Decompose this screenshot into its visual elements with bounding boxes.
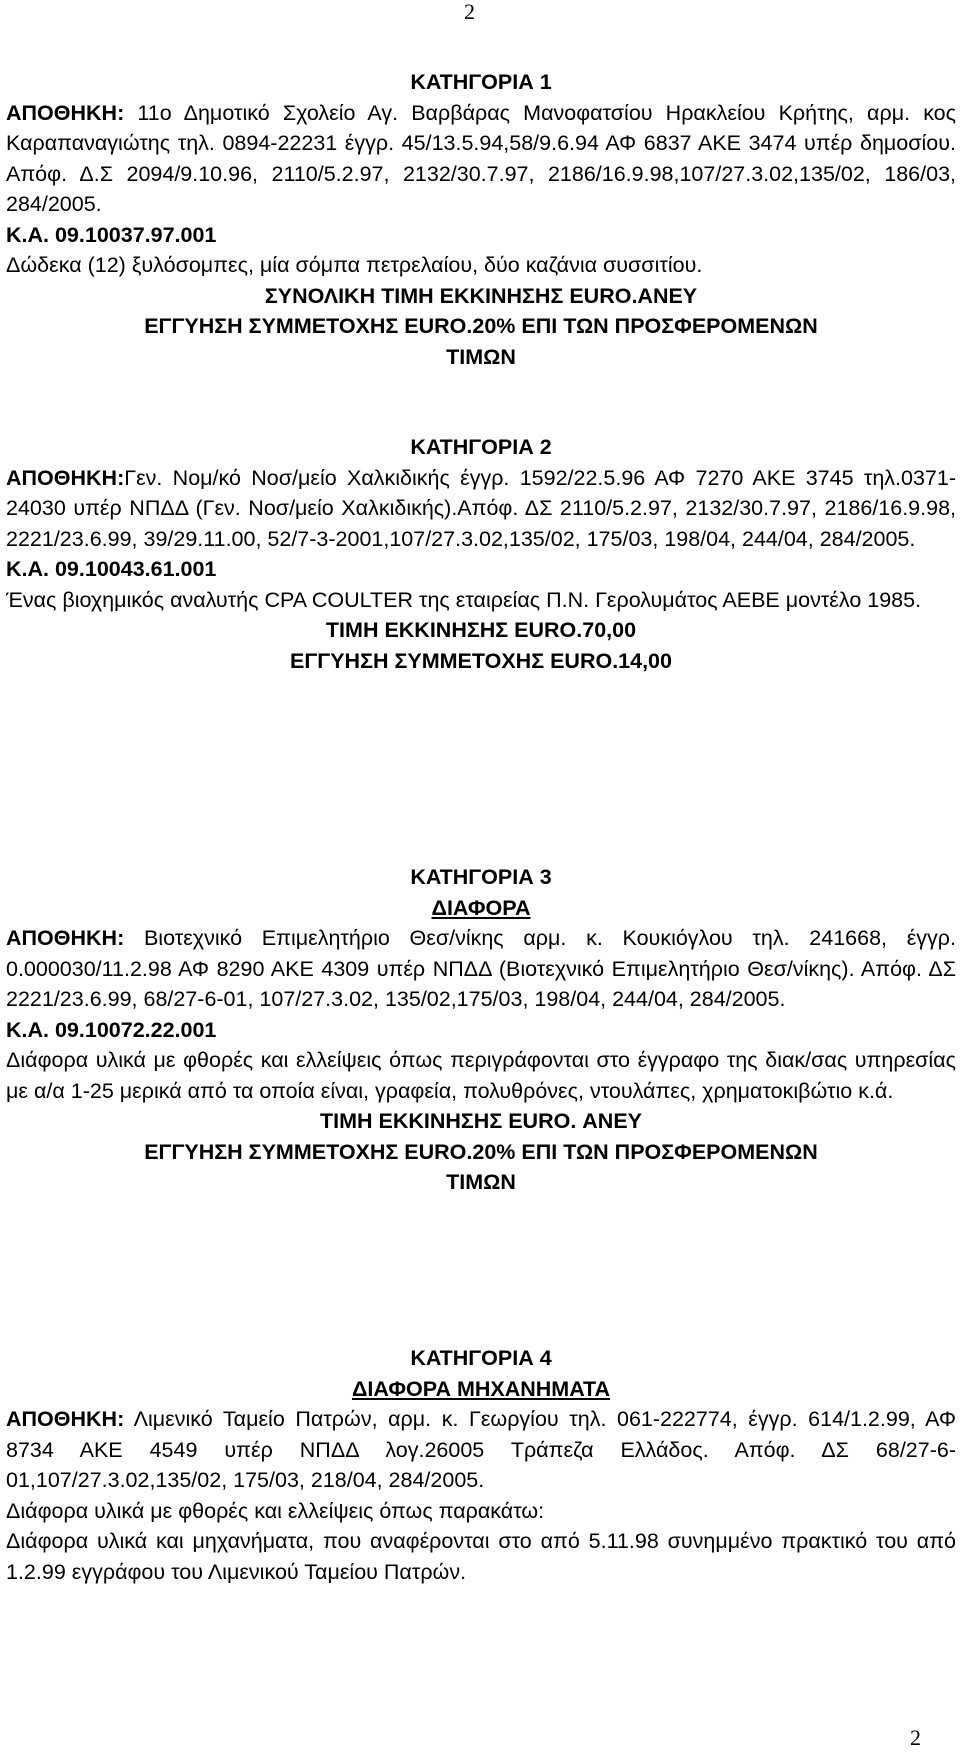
category-1-guarantee: ΕΓΓΥΗΣΗ ΣΥΜΜΕΤΟΧΗΣ EURO.20% ΕΠΙ ΤΩΝ ΠΡΟΣΦΕΡΟΜΕΝΩΝ: [144, 314, 818, 338]
category-1-description: Δώδεκα (12) ξυλόσομπες, μία σόμπα πετρελαίου, δύο καζάνια συσσιτίου.: [6, 253, 703, 277]
category-3-storage: [6, 923, 956, 1015]
category-4-storage: [6, 1404, 956, 1496]
category-1-storage-text: 11ο Δημοτικό Σχολείο Αγ. Βαρβάρας Μανοφατσίου Ηρακλείου Κρήτης, αρμ. κος Καραπαναγιώτης τηλ. 0894-22231 έγγρ. 45/13.5.94,58/9.6.94 ΑΦ 6837 ΑΚΕ 3474 υπέρ δημοσίου. Απόφ. Δ.Σ 2094/9.10.96, 2110/5.2.97, 2132/30.7.97, 2186/16.9.98,107/27.3.02,135/02, 186/03, 284/2005.: [6, 100, 956, 216]
category-4-storage-text: Λιμενικό Ταμείο Πατρών, αρμ. κ. Γεωργίου τηλ. 061-222774, έγγρ. 614/1.2.99, ΑΦ 8734 ΑΚΕ 4549 υπέρ ΝΠΔΔ λογ.26005 Τράπεζα Ελλάδος. Απόφ. ΔΣ 68/27-6-01,107/27.3.02,135/02, 175/03, 218/04, 284/2005.: [6, 1407, 956, 1492]
category-4-storage-label: ΑΠΟΘΗΚΗ:: [6, 1407, 125, 1431]
category-3-section: [6, 862, 956, 1198]
category-3-price: ΤΙΜΗ ΕΚΚΙΝΗΣΗΣ EURO. ΑΝΕΥ: [319, 1109, 643, 1133]
category-2-ka: Κ.Α. 09.10043.61.001: [6, 557, 217, 581]
category-3-subheading: ΔΙΑΦΟΡΑ: [431, 895, 531, 920]
category-3-storage-label: ΑΠΟΘΗΚΗ:: [6, 926, 125, 950]
category-1-storage-label: ΑΠΟΘΗΚΗ:: [6, 100, 125, 125]
category-1-storage: [6, 98, 956, 220]
category-2-storage-label: ΑΠΟΘΗΚΗ:: [6, 465, 125, 490]
category-3-guarantee: ΕΓΓΥΗΣΗ ΣΥΜΜΕΤΟΧΗΣ EURO.20% ΕΠΙ ΤΩΝ ΠΡΟΣΦΕΡΟΜΕΝΩΝ: [144, 1139, 818, 1164]
category-3-guarantee-cont: ΤΙΜΩΝ: [446, 1170, 516, 1194]
category-3-storage-text: Βιοτεχνικό Επιμελητήριο Θεσ/νίκης αρμ. κ. Κουκιόγλου τηλ. 241668, έγγρ. 0.000030/11.2.98 ΑΦ 8290 ΑΚΕ 4309 υπέρ ΝΠΔΔ (Βιοτεχνικό Επιμελητήριο Θεσ/νίκης). Απόφ. ΔΣ 2221/23.6.99, 68/27-6-01, 107/27.3.02, 135/02,175/03, 198/04, 244/04, 284/2005.: [6, 926, 956, 1011]
category-3-ka: Κ.Α. 09.10072.22.001: [6, 1017, 217, 1042]
category-1-price: ΣΥΝΟΛΙΚΗ ΤΙΜΗ ΕΚΚΙΝΗΣΗΣ EURO.ΑΝΕΥ: [264, 283, 698, 308]
category-1-ka: Κ.Α. 09.10037.97.001: [6, 222, 217, 247]
category-4-section: [6, 1343, 956, 1587]
category-2-guarantee: ΕΓΓΥΗΣΗ ΣΥΜΜΕΤΟΧΗΣ EURO.14,00: [290, 648, 672, 673]
category-2-price: ΤΙΜΗ ΕΚΚΙΝΗΣΗΣ EURO.70,00: [325, 618, 637, 642]
category-1-guarantee-cont: ΤΙΜΩΝ: [446, 344, 516, 369]
category-1-section: [6, 67, 956, 372]
category-1-heading: ΚΑΤΗΓΟΡΙΑ 1: [410, 70, 552, 94]
category-2-description: Ένας βιοχημικός αναλυτής CPA COULTER της εταιρείας Π.Ν. Γερολυμάτος ΑΕΒΕ μοντέλο 1985.: [6, 587, 922, 612]
category-2-storage-text: Γεν. Νομ/κό Νοσ/μείο Χαλκιδικής έγγρ. 1592/22.5.96 ΑΦ 7270 ΑΚΕ 3745 τηλ.0371-24030 υπέρ ΝΠΔΔ (Γεν. Νοσ/μείο Χαλκιδικής).Απόφ. ΔΣ 2110/5.2.97, 2132/30.7.97, 2186/16.9.98, 2221/23.6.99, 39/29.11.00, 52/7-3-2001,107/27.3.02,135/02, 175/03, 198/04, 244/04, 284/2005.: [6, 465, 956, 551]
category-4-description: Διάφορα υλικά με φθορές και ελλείψεις όπως παρακάτω:: [6, 1498, 545, 1523]
page-number-top: 2: [464, 0, 475, 24]
category-3-description: Διάφορα υλικά με φθορές και ελλείψεις όπως περιγράφονται στο έγγραφο της διακ/σας υπηρεσίας με α/α 1-25 μερικά από τα οποία είναι, γραφεία, πολυθρόνες, ντουλάπες, χρηματοκιβώτιο κ.ά.: [6, 1048, 956, 1103]
category-4-description-2: Διάφορα υλικά και μηχανήματα, που αναφέρονται στο από 5.11.98 συνημμένο πρακτικό του από 1.2.99 εγγράφου του Λιμενικού Ταμείου Πατρών.: [6, 1529, 956, 1584]
category-2-heading: ΚΑΤΗΓΟΡΙΑ 2: [410, 435, 552, 459]
category-3-heading: ΚΑΤΗΓΟΡΙΑ 3: [410, 865, 552, 889]
page-number-bottom: 2: [910, 1725, 921, 1750]
category-4-subheading: ΔΙΑΦΟΡΑ ΜΗΧΑΝΗΜΑΤΑ: [351, 1376, 611, 1401]
category-2-section: [6, 432, 956, 676]
category-4-heading: ΚΑΤΗΓΟΡΙΑ 4: [410, 1346, 552, 1370]
category-2-storage: [6, 463, 956, 555]
